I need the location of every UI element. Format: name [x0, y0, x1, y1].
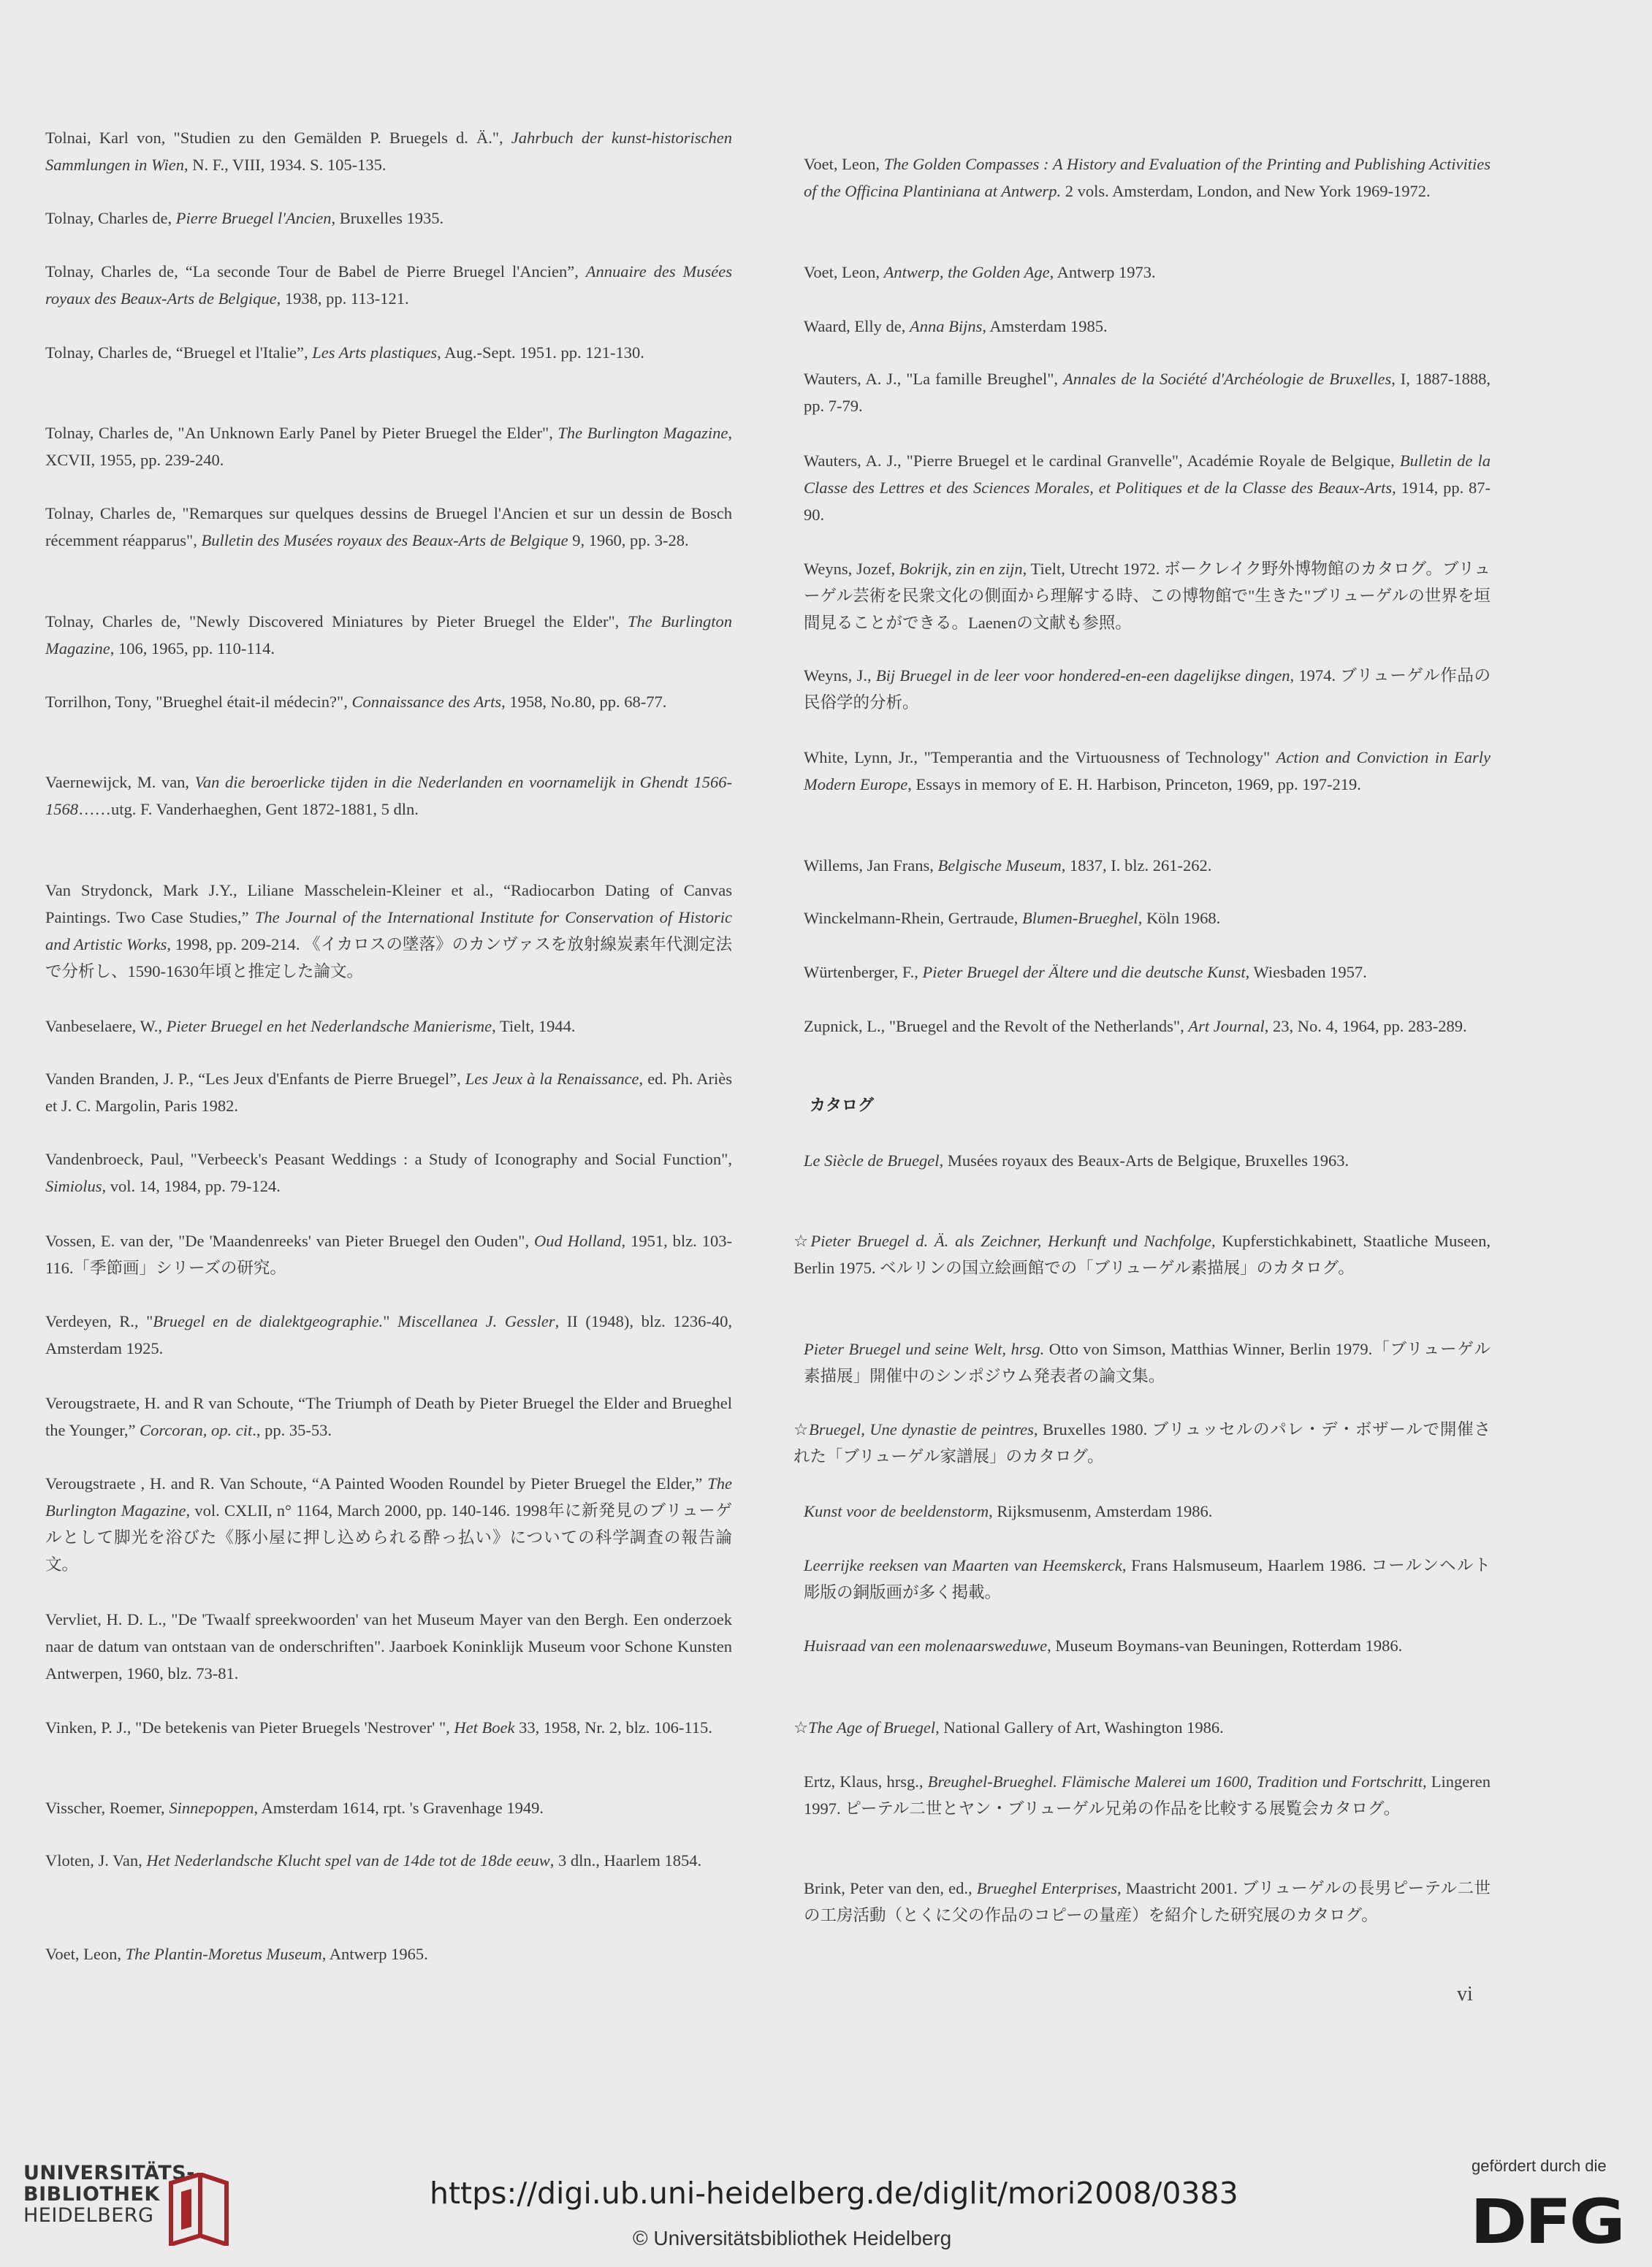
bibliography-entry: [45, 500, 732, 554]
entry-title-text: The Burlington Magazine: [45, 612, 732, 658]
entry-title-text: Kunst voor de beeldenstorm: [804, 1502, 989, 1520]
entry-title-text: Pieter Bruegel en het Nederlandsche Manierisme: [166, 1017, 492, 1035]
bibliography-entry: [804, 959, 1491, 986]
entry-title-text: Antwerp, the Golden Age: [883, 263, 1050, 281]
entry-text: , XCVII, 1955, pp. 239-240.: [45, 424, 732, 469]
entry-text: White, Lynn, Jr., "Temperantia and the Virtuousness of Technology": [804, 748, 1276, 766]
bibliography-entry: [45, 608, 732, 662]
entry-text: , Bruxelles 1980. ブリュッセルのパレ・デ・ボザールで開催された「ブリューゲル家譜展」のカタログ。: [793, 1420, 1491, 1466]
entry-title-text: Le Siècle de Bruegel: [804, 1151, 940, 1170]
entry-text: , Aug.-Sept. 1951. pp. 121-130.: [437, 343, 644, 362]
bibliography-entry: [45, 1308, 732, 1362]
bibliography-entry: [804, 744, 1491, 798]
bibliography-entry: [793, 1714, 1491, 1741]
entry-text: , Maastricht 2001. ブリューゲルの長男ピーテル二世の工房活動（とくに父の作品のコピーの量産）を紹介した研究展のカタログ。: [804, 1879, 1491, 1924]
entry-text: Tolnay, Charles de, “Bruegel et l'Italie”,: [45, 343, 313, 362]
entry-text: , Antwerp 1973.: [1049, 263, 1156, 281]
entry-title-text: The Burlington Magazine: [557, 424, 728, 442]
entry-text: Weyns, J.,: [804, 666, 876, 685]
entry-text: , 23, No. 4, 1964, pp. 283-289.: [1264, 1017, 1467, 1035]
entry-text: , II (1948), blz. 1236-40, Amsterdam 1925.: [45, 1312, 733, 1357]
entry-text: Winckelmann-Rhein, Gertraude,: [804, 909, 1022, 927]
entry-text: , 3 dln., Haarlem 1854.: [549, 1851, 702, 1870]
entry-title-text: Jahrbuch der kunst-historischen Sammlungen in Wien: [45, 129, 732, 174]
entry-text: ……utg. F. Vanderhaeghen, Gent 1872-1881, 5 dln.: [78, 800, 419, 818]
bibliography-entry: [45, 1470, 732, 1578]
entry-text: Vossen, E. van der, "De 'Maandenreeks' van Pieter Bruegel den Ouden",: [45, 1232, 535, 1250]
entry-title-text: Connaissance des Arts: [351, 693, 502, 711]
entry-text: Vandenbroeck, Paul, "Verbeeck's Peasant Weddings : a Study of Iconography and Social Function",: [45, 1150, 732, 1168]
bibliography-entry: [804, 1552, 1491, 1606]
entry-text: , 1914, pp. 87-90.: [804, 479, 1491, 524]
entry-text: Tolnay, Charles de, "An Unknown Early Panel by Pieter Bruegel the Elder",: [45, 424, 558, 442]
entry-title-text: Pieter Bruegel und seine Welt, hrsg.: [804, 1340, 1045, 1358]
bibliography-entry: [45, 419, 732, 473]
entry-title-text: Pieter Bruegel der Ältere und die deutsche Kunst: [922, 963, 1246, 981]
entry-title-text: Action and Conviction in Early Modern Europe: [804, 748, 1491, 793]
entry-title-text: Blumen-Brueghel: [1021, 909, 1138, 927]
dfg-funding-label: gefördert durch die: [1472, 2157, 1607, 2175]
bibliography-entry: [45, 877, 732, 985]
entry-title-text: Miscellanea J. Gessler: [397, 1312, 555, 1330]
entry-title-text: Oud Holland: [534, 1232, 622, 1250]
entry-title-text: Bokrijk, zin en zijn: [899, 560, 1023, 578]
entry-text: Torrilhon, Tony, "Brueghel était-il médecin?",: [45, 693, 352, 711]
bibliography-entry: [804, 1013, 1491, 1040]
entry-text: Weyns, Jozef,: [804, 560, 899, 578]
entry-text: Willems, Jan Frans,: [804, 856, 938, 875]
entry-text: Zupnick, L., "Bruegel and the Revolt of the Netherlands",: [804, 1017, 1189, 1035]
entry-title-text: Anna Bijns: [910, 317, 983, 335]
footer-bar: [0, 2141, 1652, 2267]
entry-title-text: The Burlington Magazine: [45, 1474, 732, 1520]
entry-text: Würtenberger, F.,: [804, 963, 923, 981]
entry-text: , N. F., VIII, 1934. S. 105-135.: [183, 156, 387, 174]
entry-text: 2 vols. Amsterdam, London, and New York 1969-1972.: [1061, 182, 1431, 200]
entry-text: Visscher, Roemer,: [45, 1799, 170, 1817]
bibliography-entry: [804, 365, 1491, 419]
entry-title-text: Van die beroerlicke tijden in die Nederlanden en voornamelijk in Ghendt 1566-1568: [45, 773, 732, 818]
dfg-logo[interactable]: DFG: [1470, 2186, 1624, 2258]
entry-text: , Kupferstichkabinett, Staatliche Museen, Berlin 1975. ベルリンの国立絵画館での「ブリューゲル素描展」のカタログ。: [793, 1232, 1491, 1277]
entry-text: , Amsterdam 1985.: [982, 317, 1108, 335]
entry-title-text: Bruegel en de dialektgeographie.: [153, 1312, 384, 1330]
library-name-line-1: UNIVERSITÄTS-: [23, 2162, 195, 2184]
entry-title-text: Leerrijke reeksen van Maarten van Heemskerck: [804, 1556, 1122, 1574]
entry-text: ☆: [793, 1420, 809, 1439]
entry-title-text: Simiolus: [45, 1177, 102, 1195]
entry-title-text: Huisraad van een molenaarsweduwe: [804, 1637, 1048, 1655]
entry-title-text: Bruegel, Une dynastie de peintres: [808, 1420, 1034, 1439]
entry-text: Voet, Leon,: [45, 1945, 126, 1963]
bibliography-entry: [45, 205, 732, 232]
bibliography-entry: [45, 688, 732, 715]
bibliography-entry: [45, 339, 732, 366]
library-name-line-2: BIBLIOTHEK: [23, 2183, 160, 2206]
bibliography-entry: [45, 1794, 732, 1821]
entry-title-text: Pierre Bruegel l'Ancien: [175, 209, 332, 227]
entry-title-text: Annuaire des Musées royaux des Beaux-Arts de Belgique: [45, 262, 733, 308]
entry-text: ": [383, 1312, 397, 1330]
bibliography-entry: [45, 1606, 732, 1687]
entry-text: , Amsterdam 1614, rpt. 's Gravenhage 1949.: [254, 1799, 544, 1817]
bibliography-entry: [45, 1013, 732, 1040]
entry-text: Voet, Leon,: [804, 155, 884, 173]
bibliography-entry: [45, 258, 732, 312]
entry-title-text: Het Nederlandsche Klucht spel van de 14de tot de 18de eeuw: [146, 1851, 550, 1870]
bibliography-entry: [804, 313, 1491, 340]
entry-text: , 1974. ブリューゲル作品の民俗学的分析。: [804, 666, 1491, 712]
entry-text: Tolnay, Charles de, “La seconde Tour de Babel de Pierre Bruegel l'Ancien”,: [45, 262, 586, 281]
entry-text: , Bruxelles 1935.: [331, 209, 444, 227]
entry-text: , 1951, blz. 103-116.「季節画」シリーズの研究。: [45, 1232, 733, 1277]
entry-text: Verougstraete , H. and R. Van Schoute, “A Painted Wooden Roundel by Pieter Bruegel the Elder,”: [45, 1474, 708, 1493]
entry-text: , Frans Halsmuseum, Haarlem 1986. コールンヘルト彫版の銅版画が多く掲載。: [804, 1556, 1491, 1601]
entry-text: ., pp. 35-53.: [252, 1421, 332, 1439]
entry-text: , Tielt, Utrecht 1972. ボークレイク野外博物館のカタログ。ブリューゲル芸術を民衆文化の側面から理解する時、この博物館で"生きた"ブリューゲルの世界を垣間見ることができる。Laenenの文献も参照。: [804, 560, 1491, 632]
entry-text: , Museum Boymans-van Beuningen, Rotterdam 1986.: [1047, 1637, 1403, 1655]
entry-text: , Rijksmusenm, Amsterdam 1986.: [989, 1502, 1213, 1520]
library-name-line-3: HEIDELBERG: [23, 2204, 154, 2227]
entry-text: , Musées royaux des Beaux-Arts de Belgique, Bruxelles 1963.: [939, 1151, 1350, 1170]
bibliography-entry: [45, 124, 732, 178]
entry-text: Tolnay, Charles de,: [45, 209, 176, 227]
entry-title-text: Bulletin de la Classe des Lettres et des Sciences Morales, et Politiques et de la Classe des Beaux-Arts: [804, 452, 1491, 497]
copyright-notice: © Universitätsbibliothek Heidelberg: [633, 2227, 952, 2249]
page-number: vi: [1457, 1983, 1473, 2005]
entry-text: Vinken, P. J., "De betekenis van Pieter Bruegels 'Nestrover' ",: [45, 1718, 454, 1737]
entry-title-text: Pieter Bruegel d. Ä. als Zeichner, Herkunft und Nachfolge: [810, 1232, 1211, 1250]
entry-text: , 1938, pp. 113-121.: [276, 289, 409, 308]
entry-title-text: The Golden Compasses : A History and Evaluation of the Printing and Publishing Activities of the Officina Plantiniana at Antwerp.: [804, 155, 1491, 200]
entry-text: , 1958, No.80, pp. 68-77.: [501, 693, 667, 711]
entry-title-text: Sinnepoppen: [169, 1799, 254, 1817]
bibliography-entry: [804, 852, 1491, 879]
entry-text: Tolnai, Karl von, "Studien zu den Gemälden P. Bruegels d. Ä.",: [45, 129, 511, 147]
entry-text: , National Gallery of Art, Washington 1986.: [935, 1718, 1224, 1737]
entry-text: , 1998, pp. 209-214. 《イカロスの墜落》のカンヴァスを放射線炭素年代測定法で分析し、1590-1630年頃と推定した論文。: [45, 935, 732, 980]
entry-title-text: Belgische Museum: [937, 856, 1062, 875]
entry-text: Wauters, A. J., "La famille Breughel",: [804, 370, 1063, 388]
entry-text: Voet, Leon,: [804, 263, 884, 281]
entry-text: , Wiesbaden 1957.: [1245, 963, 1367, 981]
bibliography-entry: [804, 1875, 1491, 1929]
entry-text: Ertz, Klaus, hrsg.,: [804, 1772, 928, 1791]
entry-text: , vol. 14, 1984, pp. 79-124.: [102, 1177, 281, 1195]
bibliography-entry: [804, 447, 1491, 528]
entry-text: , 1837, I. blz. 261-262.: [1061, 856, 1212, 875]
entry-text: Vanden Branden, J. P., “Les Jeux d'Enfants de Pierre Bruegel”,: [45, 1070, 465, 1088]
entry-text: Vervliet, H. D. L., "De 'Twaalf spreekwoorden' van het Museum Mayer van den Bergh. Een onderzoek naar de datum van ontstaan van de onderschriften". Jaarboek Koninklijk Museum voor Schone Kunsten Antwerpen, 1960, blz. 73-81.: [45, 1610, 732, 1683]
bibliography-entry: [804, 151, 1491, 205]
bibliography-entry: [793, 1416, 1491, 1470]
bibliography-entry: [45, 1146, 732, 1200]
bibliography-entry: [804, 1632, 1491, 1659]
entry-title-text: The Age of Bruegel: [808, 1718, 936, 1737]
bibliography-entry: [804, 555, 1491, 636]
bibliography-entry: [45, 769, 732, 823]
entry-text: , vol. CXLII, n° 1164, March 2000, pp. 140-146. 1998年に新発見のブリューゲルとして脚光を浴びた《豚小屋に押し込められる酔っ払い》についての科学調査の報告論文。: [45, 1501, 732, 1574]
entry-title-text: Het Boek: [454, 1718, 515, 1737]
bibliography-entry: [45, 1940, 732, 1967]
entry-title-text: Les Arts plastiques: [312, 343, 438, 362]
bibliography-entry: [45, 1714, 732, 1741]
entry-title-text: Brueghel Enterprises: [976, 1879, 1118, 1897]
entry-text: Verdeyen, R., ": [45, 1312, 153, 1330]
entry-text: , Lingeren 1997. ピーテル二世とヤン・ブリューゲル兄弟の作品を比較する展覧会カタログ。: [804, 1772, 1491, 1818]
entry-text: , ed. Ph. Ariès et J. C. Margolin, Paris 1982.: [45, 1070, 732, 1115]
entry-title-text: Les Jeux à la Renaissance: [465, 1070, 639, 1088]
bibliography-entry: [804, 1147, 1491, 1174]
permalink-url[interactable]: https://digi.ub.uni-heidelberg.de/diglit/mori2008/0383: [430, 2176, 1238, 2211]
bibliography-entry: [45, 1227, 732, 1281]
bibliography-entry: [45, 1847, 732, 1874]
bibliography-entry: [45, 1065, 732, 1119]
entry-title-text: The Journal of the International Institute for Conservation of Historic and Artistic Works: [45, 908, 733, 953]
bibliography-entry: [804, 662, 1491, 716]
entry-text: 9, 1960, pp. 3-28.: [568, 531, 689, 549]
bibliography-entry: [793, 1227, 1491, 1281]
entry-text: , I, 1887-1888, pp. 7-79.: [804, 370, 1491, 415]
entry-text: , Antwerp 1965.: [321, 1945, 428, 1963]
bibliography-entry: [804, 1336, 1491, 1390]
bibliography-entry: [804, 904, 1491, 931]
entry-text: , Essays in memory of E. H. Harbison, Princeton, 1969, pp. 197-219.: [907, 775, 1361, 793]
entry-text: Otto von Simson, Matthias Winner, Berlin 1979.「ブリューゲル素描展」開催中のシンポジウム発表者の論文集。: [804, 1340, 1491, 1385]
entry-text: 33, 1958, Nr. 2, blz. 106-115.: [514, 1718, 712, 1737]
catalog-heading: カタログ: [810, 1097, 875, 1115]
entry-title-text: Annales de la Société d'Archéologie de Bruxelles: [1063, 370, 1392, 388]
entry-text: Wauters, A. J., "Pierre Bruegel et le cardinal Granvelle", Académie Royale de Belgique,: [804, 452, 1400, 470]
entry-text: Waard, Elly de,: [804, 317, 910, 335]
entry-text: , Tielt, 1944.: [492, 1017, 576, 1035]
entry-text: ☆: [793, 1718, 809, 1737]
entry-text: Verougstraete, H. and R van Schoute, “The Triumph of Death by Pieter Bruegel the Elder and Brueghel the Younger,”: [45, 1394, 732, 1439]
entry-text: Van Strydonck, Mark J.Y., Liliane Masschelein-Kleiner et al., “Radiocarbon Dating of Canvas Paintings. Two Case Studies,”: [45, 881, 732, 926]
entry-text: Vanbeselaere, W.,: [45, 1017, 167, 1035]
bibliography-entry: [804, 1498, 1491, 1525]
entry-text: Brink, Peter van den, ed.,: [804, 1879, 977, 1897]
entry-text: Vloten, J. Van,: [45, 1851, 147, 1870]
entry-text: Tolnay, Charles de, "Newly Discovered Miniatures by Pieter Bruegel the Elder",: [45, 612, 628, 630]
library-emblem-icon: [167, 2173, 229, 2246]
entry-text: Tolnay, Charles de, "Remarques sur quelques dessins de Bruegel l'Ancien et sur un dessin de Bosch récemment réapparus",: [45, 504, 732, 549]
entry-text: , 106, 1965, pp. 110-114.: [110, 639, 275, 658]
entry-text: ☆: [793, 1232, 811, 1250]
entry-title-text: Art Journal: [1188, 1017, 1265, 1035]
bibliography-entry: [804, 259, 1491, 286]
entry-title-text: Corcoran, op. cit: [140, 1421, 253, 1439]
entry-text: , Köln 1968.: [1138, 909, 1221, 927]
entry-text: Vaernewijck, M. van,: [45, 773, 195, 791]
entry-title-text: The Plantin-Moretus Museum: [125, 1945, 322, 1963]
entry-title-text: Bulletin des Musées royaux des Beaux-Arts de Belgique: [201, 531, 568, 549]
entry-title-text: Bij Bruegel in de leer voor hondered-en-een dagelijkse dingen: [875, 666, 1290, 685]
entry-title-text: Breughel-Brueghel. Flämische Malerei um 1600, Tradition und Fortschritt: [927, 1772, 1423, 1791]
bibliography-entry: [804, 1768, 1491, 1822]
bibliography-entry: [45, 1390, 732, 1444]
